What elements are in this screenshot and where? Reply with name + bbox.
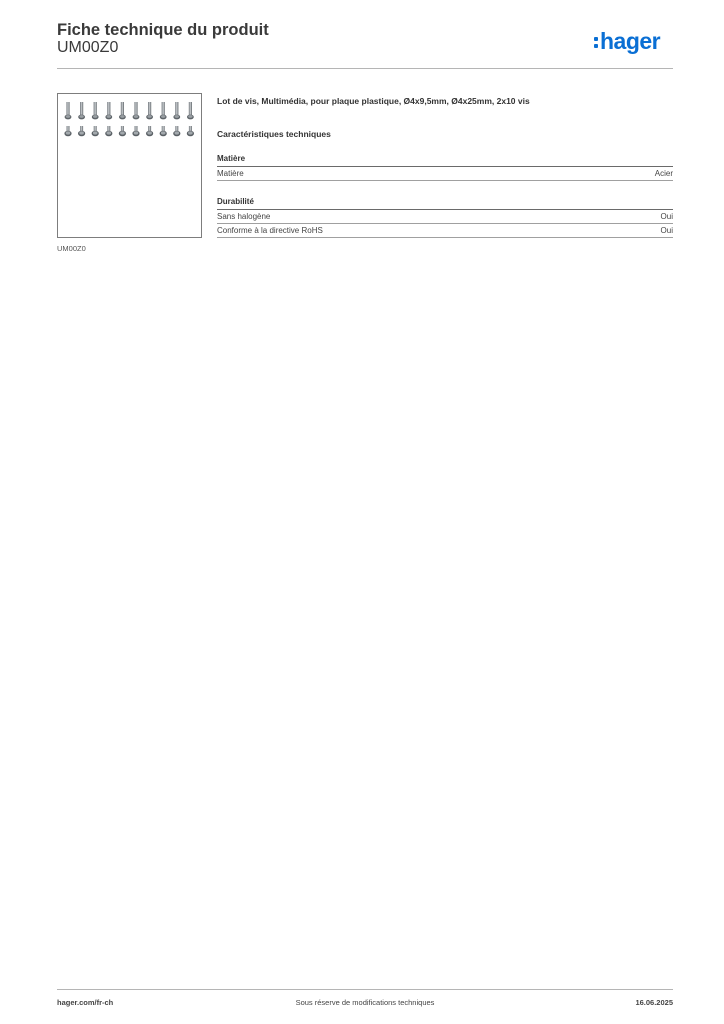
spec-label: Sans halogène xyxy=(217,212,271,221)
page-title: Fiche technique du produit xyxy=(57,21,269,39)
logo-wordmark: hager xyxy=(600,27,661,54)
hager-logo[interactable] xyxy=(594,26,660,56)
product-code: UM00Z0 xyxy=(57,39,119,56)
logo-dots-icon xyxy=(594,37,598,48)
short-screw-icon xyxy=(92,126,99,136)
long-screw-icon xyxy=(105,102,112,119)
spec-label: Conforme à la directive RoHS xyxy=(217,226,323,235)
long-screw-icon xyxy=(146,102,153,119)
short-screw-icon xyxy=(132,126,139,136)
long-screw-icon xyxy=(187,102,194,119)
short-screw-icon xyxy=(160,126,167,136)
short-screw-icon xyxy=(105,126,112,136)
spec-row xyxy=(217,167,673,181)
spec-group-title: Matière xyxy=(217,154,673,167)
product-image-frame xyxy=(57,93,202,238)
short-screw-icon xyxy=(78,126,85,136)
short-screw-icon xyxy=(119,126,126,136)
short-screw-icon xyxy=(173,126,180,136)
footer-website-link[interactable]: hager.com/fr-ch xyxy=(57,998,114,1007)
short-screw-icon xyxy=(187,126,194,136)
image-caption: UM00Z0 xyxy=(57,244,86,253)
long-screw-icon xyxy=(173,102,180,119)
long-screw-icon xyxy=(78,102,85,119)
footer-notice: Sous réserve de modifications techniques xyxy=(295,998,435,1007)
footer-date: 16.06.2025 xyxy=(635,998,673,1007)
long-screw-icon xyxy=(133,102,140,119)
short-screw-icon xyxy=(64,126,71,136)
spec-group-title: Durabilité xyxy=(217,197,673,210)
spec-value: Oui xyxy=(660,226,673,235)
long-screw-icon xyxy=(160,102,167,119)
long-screw-icon xyxy=(65,102,72,119)
screw-set-icon xyxy=(58,94,201,237)
spec-row xyxy=(217,224,673,238)
long-screw-icon xyxy=(92,102,99,119)
long-screw-icon xyxy=(119,102,126,119)
footer-divider xyxy=(57,989,673,990)
spec-value: Acier xyxy=(654,169,673,178)
spec-label: Matière xyxy=(217,169,244,178)
specs-heading: Caractéristiques techniques xyxy=(217,129,331,139)
product-details xyxy=(217,96,673,238)
spec-row xyxy=(217,210,673,224)
product-description: Lot de vis, Multimédia, pour plaque plastique, Ø4x9,5mm, Ø4x25mm, 2x10 vis xyxy=(217,96,530,106)
spec-value: Oui xyxy=(660,212,673,221)
short-screw-icon xyxy=(146,126,153,136)
header-divider xyxy=(57,68,673,69)
